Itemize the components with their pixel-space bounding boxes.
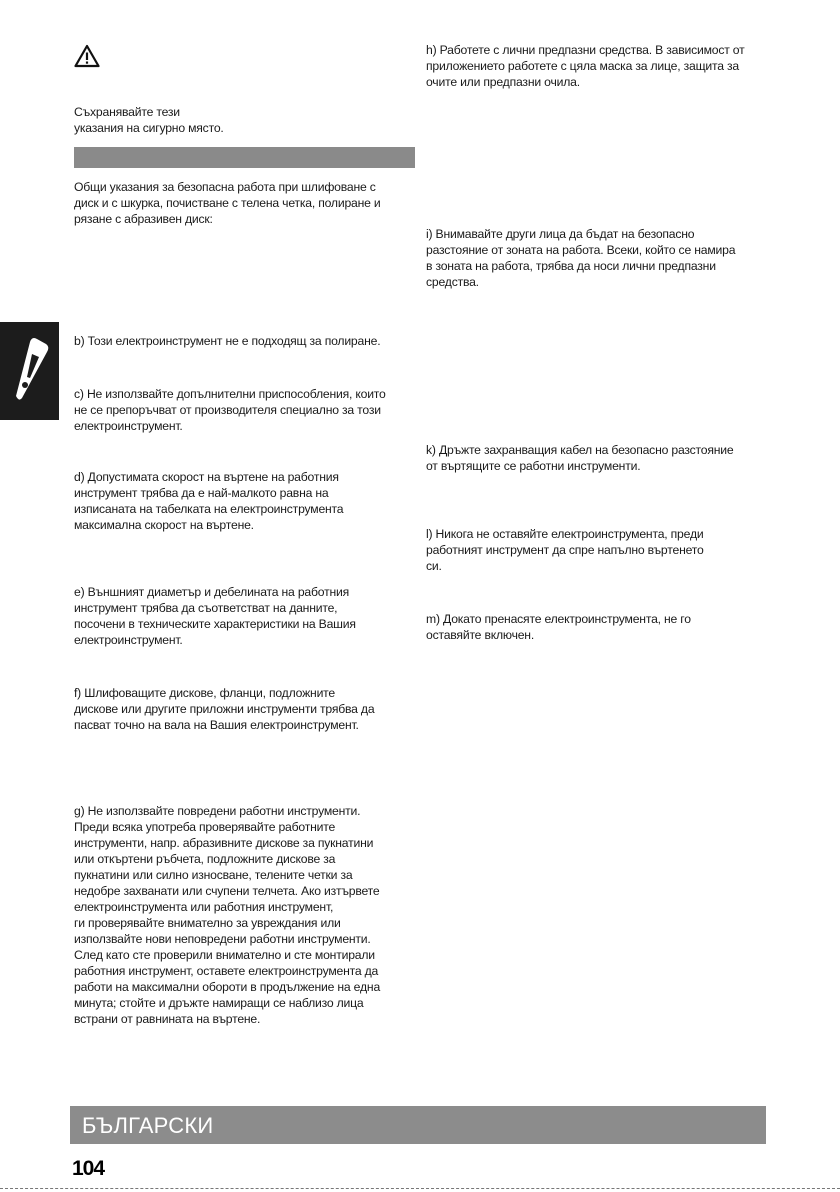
exclamation-warning-icon: [10, 332, 50, 402]
section-header-bar: [74, 147, 415, 168]
general-instructions-text: Общи указания за безопасна работа при шлифоване с диск и с шкурка, почистване с телена четка, полиране и рязане с абразивен диск:: [74, 180, 381, 226]
language-footer-bar: [70, 1106, 766, 1144]
item-d-text: d) Допустимата скорост на въртене на работния инструмент трябва да е най-малкото равна на изписаната на табелката на електроинструмента максимална скорост на въртене.: [74, 470, 344, 532]
side-warning-tab: [0, 322, 59, 420]
keep-instructions-text: Съхранявайте тези указания на сигурно място.: [74, 105, 224, 135]
bottom-divider: [0, 1188, 840, 1189]
page-number: 104: [72, 1157, 105, 1180]
item-g-text: g) Не използвайте повредени работни инструменти. Преди всяка употреба проверявайте работните инструменти, напр. абразивните дискове за пукнатини или откъртени ръбчета, подложните дискове за пукнатини или силно износване, телените четки за недобре захванати или счупени телчета. Ако изтървете електроинструмента или работния инструмент, ги проверявайте внимателно за увреждания или използвайте нови неповредени работни инструменти. След като сте проверили внимателно и сте монтирали работния инструмент, оставете електроинструмента да работи на максимални обороти в продължение на една минута; стойте и дръжте намиращи се наблизо лица встрани от равнината на въртене.: [74, 804, 381, 1026]
item-c-text: c) Не използвайте допълнителни приспособления, които не се препоръчват от производителя специално за този електроинструмент.: [74, 387, 386, 433]
item-f-text: f) Шлифоващите дискове, фланци, подложните дискове или другите приложни инструменти трябва да пасват точно на вала на Вашия електроинструмент.: [74, 686, 375, 732]
item-b-text: b) Този електроинструмент не е подходящ за полиране.: [74, 334, 381, 348]
item-l-text: l) Никога не оставяйте електроинструмента, преди работният инструмент да спре напълно въртенето си.: [426, 527, 704, 573]
item-h-text: h) Работете с лични предпазни средства. В зависимост от приложението работете с цяла маска за лице, защита за очите или предпазни очила.: [426, 43, 745, 89]
item-k-text: k) Дръжте захранващия кабел на безопасно разстояние от въртящите се работни инструменти.: [426, 443, 734, 473]
item-e-text: e) Външният диаметър и дебелината на работния инструмент трябва да съответстват на данните, посочени в техническите характеристики на Вашия електроинструмент.: [74, 585, 356, 647]
warning-triangle-icon: [74, 44, 100, 68]
item-m-text: m) Докато пренасяте електроинструмента, не го оставяйте включен.: [426, 612, 691, 642]
language-label: БЪЛГАРСКИ: [82, 1113, 214, 1138]
item-i-text: i) Внимавайте други лица да бъдат на безопасно разстояние от зоната на работа. Всеки, който се намира в зоната на работа, трябва да носи лични предпазни средства.: [426, 227, 736, 289]
